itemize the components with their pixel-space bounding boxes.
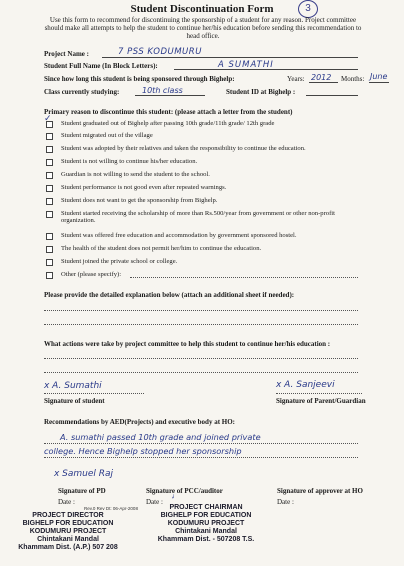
reason-checkbox[interactable]: [46, 211, 53, 218]
parent-signature: x A. Sanjeevi: [276, 380, 335, 390]
stamp-line: Khammam Dist. (A.P.) 507 208: [18, 544, 118, 551]
reason-item: Other (please specify):: [61, 271, 122, 278]
months-line: [369, 82, 389, 83]
years-label: Years:: [287, 75, 305, 83]
actions-line[interactable]: [44, 358, 358, 359]
other-specify-line[interactable]: [130, 277, 358, 278]
reasons-heading: Primary reason to discontinue this student: (please attach a letter from the student): [44, 108, 293, 116]
explanation-line[interactable]: [44, 324, 358, 325]
stamp-line: PROJECT DIRECTOR: [32, 512, 104, 519]
reason-item: Student joined the private school or college.: [61, 258, 178, 265]
reason-item: Student is not willing to continue his/her education.: [61, 158, 198, 165]
parent-signature-label: Signature of Parent/Guardian: [276, 397, 366, 405]
project-chairman-stamp: [138, 504, 274, 544]
stamp-line: KODUMURU PROJECT: [29, 528, 107, 535]
student-signature-label: Signature of student: [44, 397, 105, 405]
reason-checkbox[interactable]: [46, 233, 53, 240]
actions-line[interactable]: [44, 372, 358, 373]
project-director-stamp: [2, 512, 134, 552]
class-line: [135, 95, 205, 96]
recommendation-rule: [44, 457, 358, 458]
reason-checkbox[interactable]: [46, 159, 53, 166]
stamp-line: KODUMURU PROJECT: [167, 520, 245, 527]
reason-checkbox[interactable]: [46, 146, 53, 153]
checkmark-icon: ✓: [44, 114, 52, 124]
reason-item: Student does not want to get the sponsorship from Bighelp.: [61, 197, 218, 204]
student-id-label: Student ID at Bighelp :: [226, 88, 296, 96]
reason-item: Student was adopted by their relatives and taken the responsibility to continue the education.: [61, 145, 306, 152]
years-value[interactable]: 2012: [311, 73, 332, 82]
recommendation-line-1[interactable]: A. sumathi passed 10th grade and joined private: [60, 432, 261, 442]
student-id-line: [306, 95, 358, 96]
months-label: Months:: [341, 75, 365, 83]
reason-checkbox[interactable]: [46, 185, 53, 192]
student-name-value[interactable]: A SUMATHI: [218, 60, 274, 70]
reason-item: Guardian is not willing to send the student to the school.: [61, 171, 210, 178]
pd-signature-mark: x Samuel Raj: [54, 469, 114, 479]
recommendation-rule: [44, 443, 358, 444]
approver-signature-label: Signature of approver at HO: [277, 487, 363, 495]
parent-signature-line: [276, 393, 362, 394]
student-signature: x A. Sumathi: [44, 381, 102, 391]
class-value[interactable]: 10th class: [142, 86, 183, 95]
reason-item: Student graduated out of Bighelp after passing 10th grade/11th grade/ 12th grade: [61, 120, 275, 127]
actions-label: What actions were take by project committee to help this student to continue her/his education :: [44, 340, 331, 348]
years-line: [309, 82, 338, 83]
reason-item: Student performance is not good even after repeated warnings.: [61, 184, 227, 191]
stamp-line: BIGHELP FOR EDUCATION: [22, 520, 114, 527]
project-name-line: [102, 57, 358, 58]
reason-item: Student was offered free education and accommodation by government sponsored hostel.: [61, 232, 297, 239]
reason-checkbox[interactable]: [46, 172, 53, 179]
explanation-line[interactable]: [44, 310, 358, 311]
form-number-badge: 3: [298, 0, 318, 18]
pd-signature-label: Signature of PD: [58, 487, 106, 495]
recommendation-line-2[interactable]: college. Hence Bighelp stopped her sponsorship: [44, 446, 242, 456]
reason-checkbox[interactable]: [46, 198, 53, 205]
reason-checkbox[interactable]: [46, 246, 53, 253]
stamp-line: Khammam Dist. - 507208 T.S.: [157, 536, 255, 543]
student-name-label: Student Full Name (In Block Letters):: [44, 62, 158, 70]
months-value[interactable]: June: [370, 72, 388, 81]
pd-date-label: Date :: [58, 498, 75, 506]
student-signature-line: [44, 393, 144, 394]
explanation-label: Please provide the detailed explanation below (attach an additional sheet if needed):: [44, 291, 295, 299]
reason-checkbox[interactable]: [46, 272, 53, 279]
stamp-line: Chintakani Mandal: [175, 528, 237, 535]
reason-checkbox[interactable]: [46, 259, 53, 266]
reason-item: The health of the student does not permit her/him to continue the education.: [61, 245, 262, 252]
project-name-label: Project Name :: [44, 50, 89, 58]
reason-checkbox[interactable]: [46, 133, 53, 140]
form-intro: Use this form to recommend for discontinuing the sponsorship of a student for any reason. Project committee should make all attempts to help the student to continue her/his education before sending this recommendation to head office.: [44, 16, 362, 40]
pcc-signature-mark: ᶤ: [172, 494, 175, 505]
pcc-signature-label: Signature of PCC/auditor: [146, 487, 223, 495]
project-name-value[interactable]: 7 PSS KODUMURU: [118, 47, 202, 57]
reason-item: Student migrated out of the village: [61, 132, 153, 139]
form-title: Student Discontinuation Form: [130, 3, 274, 15]
stamp-line: Chintakani Mandal: [37, 536, 99, 543]
sponsored-duration-label: Since how long this student is being sponsored through Bighelp:: [44, 75, 235, 83]
reason-item: Student started receiving the scholarship of more than Rs.500/year from government or other non-profit organization.: [61, 210, 335, 224]
stamp-line: BIGHELP FOR EDUCATION: [160, 512, 252, 519]
pcc-date-label: Date :: [146, 498, 163, 506]
stamp-line: PROJECT CHAIRMAN: [169, 504, 243, 511]
class-label: Class currently studying:: [44, 88, 120, 96]
approver-date-label: Date :: [277, 498, 294, 506]
recommendations-label: Recommendations by AED(Projects) and executive body at HO:: [44, 418, 235, 426]
revision-note: Rev.0 Rev Dt: 06-Apr-2008: [84, 506, 138, 511]
